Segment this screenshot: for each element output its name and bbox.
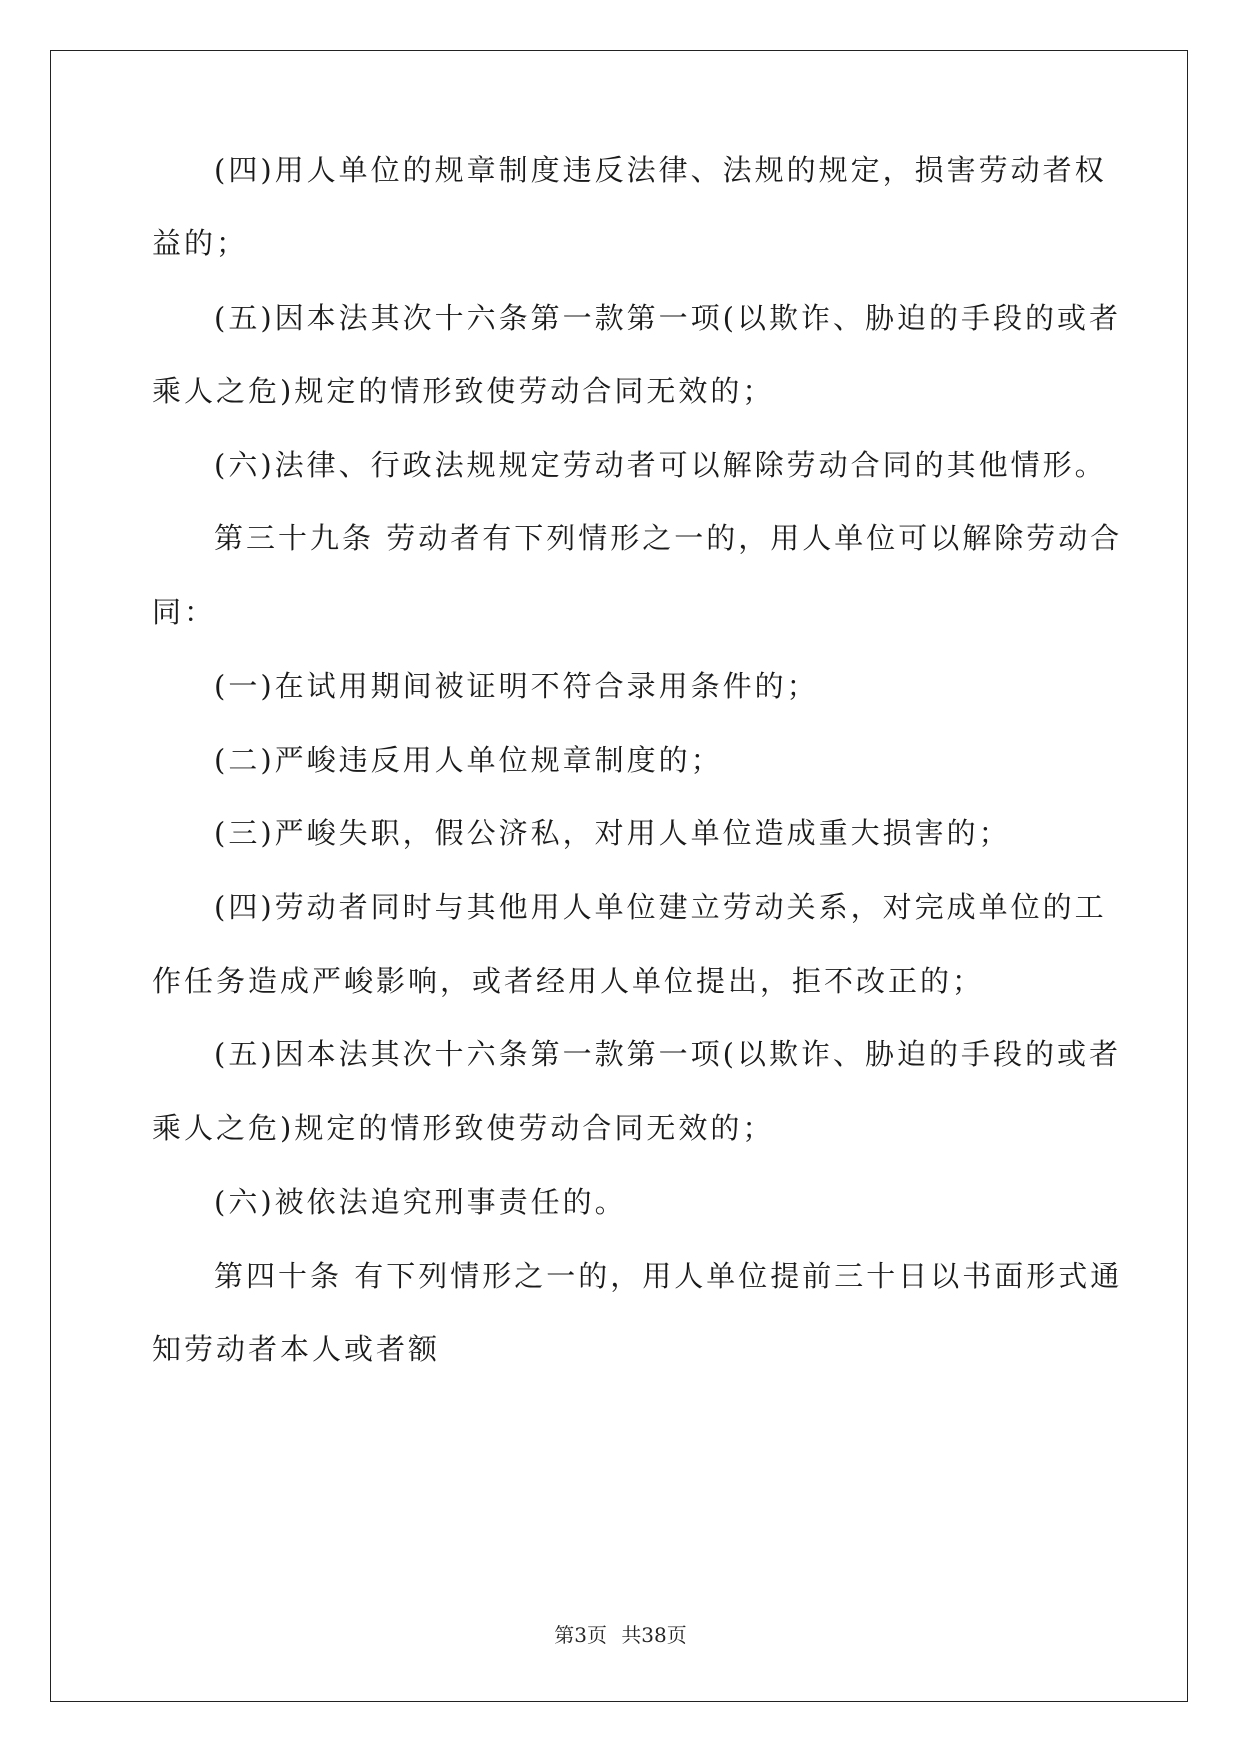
text-line: 乘人之危)规定的情形致使劳动合同无效的； xyxy=(152,1111,775,1145)
text-line: (二)严峻违反用人单位规章制度的； xyxy=(214,743,723,777)
text-line: (六)被依法追究刑事责任的。 xyxy=(214,1185,627,1219)
page-footer xyxy=(0,1622,1241,1648)
text-line: 作任务造成严峻影响，或者经用人单位提出，拒不改正的； xyxy=(152,964,985,998)
text-line: 同： xyxy=(152,595,217,629)
text-line: 第四十条 有下列情形之一的，用人单位提前三十日以书面形式通 xyxy=(214,1259,1123,1293)
text-line: (六)法律、行政法规规定劳动者可以解除劳动合同的其他情形。 xyxy=(214,448,1107,482)
text-line: 知劳动者本人或者额 xyxy=(152,1332,441,1366)
page-total: 共38页 xyxy=(621,1623,687,1647)
text-line: (一)在试用期间被证明不符合录用条件的； xyxy=(214,669,819,703)
text-line: (五)因本法其次十六条第一款第一项(以欺诈、胁迫的手段的或者 xyxy=(214,301,1121,335)
text-line: 乘人之危)规定的情形致使劳动合同无效的； xyxy=(152,374,775,408)
text-line: 益的； xyxy=(152,226,249,260)
page-number: 第3页 xyxy=(554,1623,607,1647)
text-line: 第三十九条 劳动者有下列情形之一的，用人单位可以解除劳动合 xyxy=(214,521,1123,555)
text-line: (五)因本法其次十六条第一款第一项(以欺诈、胁迫的手段的或者 xyxy=(214,1037,1121,1071)
text-line: (四)用人单位的规章制度违反法律、法规的规定，损害劳动者权 xyxy=(214,153,1107,187)
text-line: (三)严峻失职，假公济私，对用人单位造成重大损害的； xyxy=(214,816,1011,850)
text-line: (四)劳动者同时与其他用人单位建立劳动关系，对完成单位的工 xyxy=(214,890,1107,924)
